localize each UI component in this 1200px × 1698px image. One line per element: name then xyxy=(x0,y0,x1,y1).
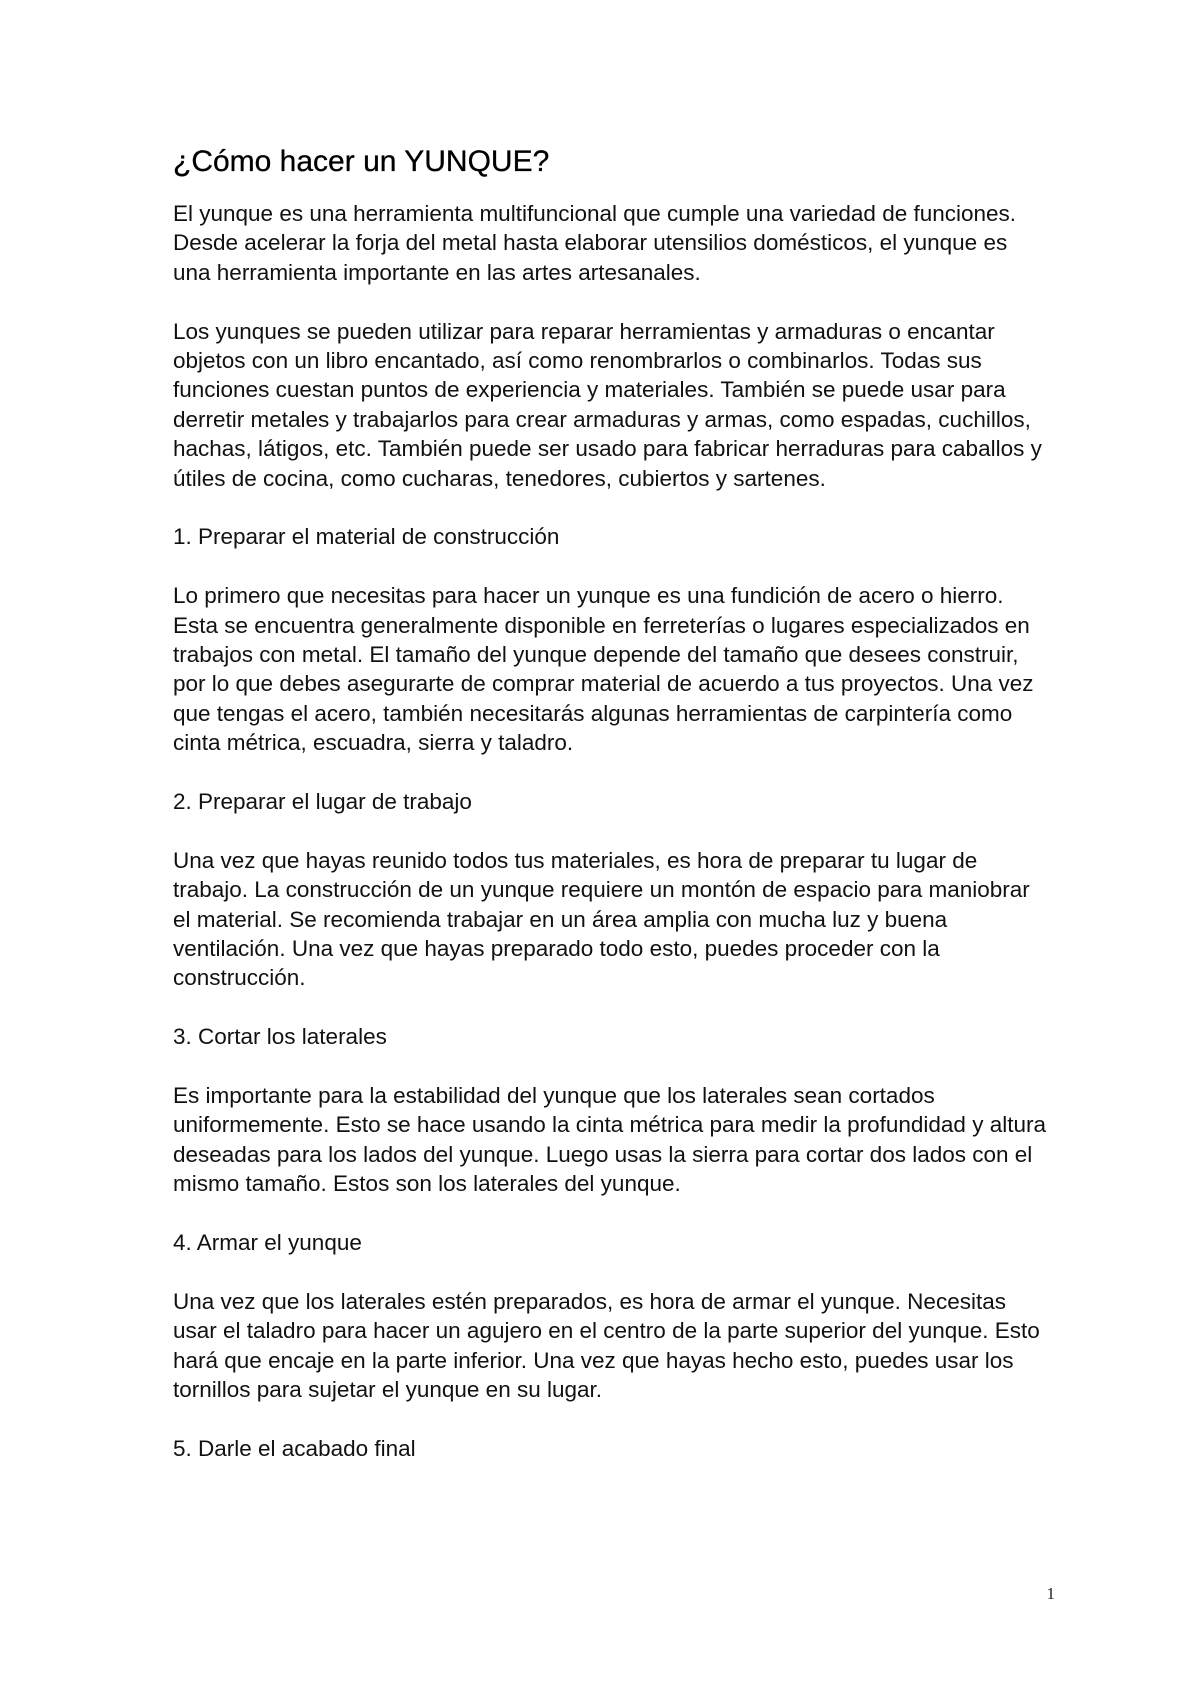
step-2-heading: 2. Preparar el lugar de trabajo xyxy=(173,789,472,815)
document-body xyxy=(173,140,1048,1493)
step-5-heading: 5. Darle el acabado final xyxy=(173,1435,416,1461)
document-title: ¿Cómo hacer un YUNQUE? xyxy=(173,145,550,178)
step-1-heading: 1. Preparar el material de construcción xyxy=(173,524,560,550)
page-number: 1 xyxy=(1046,1584,1055,1603)
step-3-paragraph: Es importante para la estabilidad del yunque que los laterales sean cortados uniformemente. Esto se hace usando la cinta métrica para medir la profundidad y altura deseadas para los lados del yunque. Luego usas la sierra para cortar dos lados con el mismo tamaño. Estos son los laterales del yunque. xyxy=(173,1083,1046,1197)
step-4-paragraph: Una vez que los laterales estén preparados, es hora de armar el yunque. Necesitas usar el taladro para hacer un agujero en el centro de la parte superior del yunque. Esto hará que encaje en la parte inferior. Una vez que hayas hecho esto, puedes usar los tornillos para sujetar el yunque en su lugar. xyxy=(173,1288,1040,1403)
uses-paragraph: Los yunques se pueden utilizar para reparar herramientas y armaduras o encantar objetos con un libro encantado, así como renombrarlos o combinarlos. Todas sus funciones cuestan puntos de experiencia y materiales. También se puede usar para derretir metales y trabajarlos para crear armaduras y armas, como espadas, cuchillos, hachas, látigos, etc. También puede ser usado para fabricar herraduras para caballos y útiles de cocina, como cucharas, tenedores, cubiertos y sartenes. xyxy=(173,318,1042,491)
step-1-paragraph: Lo primero que necesitas para hacer un yunque es una fundición de acero o hierro. Esta se encuentra generalmente disponible en ferreterías o lugares especializados en trabajos con metal. El tamaño del yunque depende del tamaño que desees construir, por lo que debes asegurarte de comprar material de acuerdo a tus proyectos. Una vez que tengas el acero, también necesitarás algunas herramientas de carpintería como cinta métrica, escuadra, sierra y taladro. xyxy=(173,583,1034,756)
intro-paragraph: El yunque es una herramienta multifuncional que cumple una variedad de funciones. Desde acelerar la forja del metal hasta elaborar utensilios domésticos, el yunque es una herramienta importante en las artes artesanales. xyxy=(173,201,1017,285)
step-4-heading: 4. Armar el yunque xyxy=(173,1230,362,1256)
step-2-paragraph: Una vez que hayas reunido todos tus materiales, es hora de preparar tu lugar de trabajo. La construcción de un yunque requiere un montón de espacio para maniobrar el material. Se recomienda trabajar en un área amplia con mucha luz y buena ventilación. Una vez que hayas preparado todo esto, puedes proceder con la construcción. xyxy=(173,847,1030,991)
step-3-heading: 3. Cortar los laterales xyxy=(173,1024,387,1050)
